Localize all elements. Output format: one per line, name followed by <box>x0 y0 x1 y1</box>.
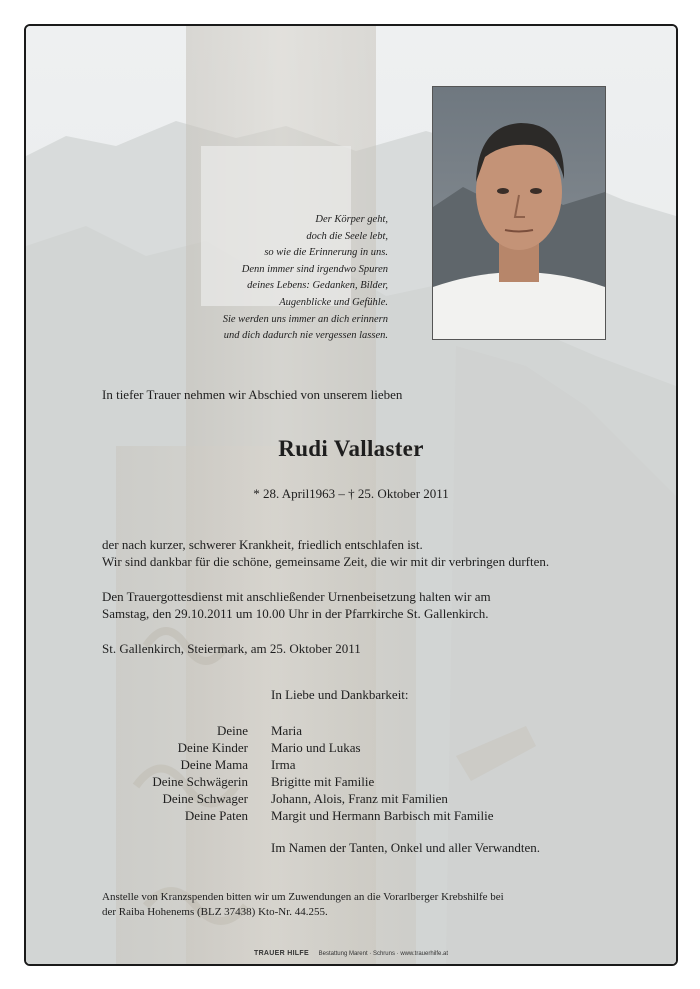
deceased-name: Rudi Vallaster <box>278 436 424 461</box>
paragraph-line: der nach kurzer, schwerer Krankheit, friedlich entschlafen ist. <box>102 537 423 552</box>
relatives-list <box>102 722 494 824</box>
relative-label: Deine Paten <box>184 808 248 823</box>
poem-line: und dich dadurch nie vergessen lassen. <box>223 330 388 342</box>
poem-line: so wie die Erinnerung in uns. <box>264 247 388 259</box>
relative-label: Deine Schwägerin <box>152 774 248 789</box>
service-paragraph <box>102 588 491 622</box>
portrait-image <box>433 87 605 339</box>
paragraph-line: Samstag, den 29.10.2011 um 10.00 Uhr in der Pfarrkirche St. Gallenkirch. <box>102 606 489 621</box>
relative-names: Maria <box>271 723 303 738</box>
poem-line: Augenblicke und Gefühle. <box>279 296 388 308</box>
poem-line: Sie werden uns immer an dich erinnern <box>222 313 388 325</box>
poem-line: Der Körper geht, <box>315 214 388 225</box>
place-date: St. Gallenkirch, Steiermark, am 25. Oktober 2011 <box>102 641 361 656</box>
relative-names: Irma <box>271 757 296 772</box>
intro-text: In tiefer Trauer nehmen wir Abschied von unserem lieben <box>102 387 403 402</box>
relative-label: Deine Schwager <box>162 791 248 806</box>
poem-line: doch die Seele lebt, <box>306 230 388 242</box>
life-dates: * 28. April1963 – † 25. Oktober 2011 <box>253 486 449 501</box>
relative-row <box>102 722 494 739</box>
relative-names: Brigitte mit Familie <box>271 774 375 789</box>
donation-line: der Raiba Hohenems (BLZ 37438) Kto-Nr. 44.255. <box>102 906 328 918</box>
relative-row <box>102 773 494 790</box>
donation-note <box>102 890 504 920</box>
relative-label: Deine <box>216 723 248 738</box>
closing-line: Im Namen der Tanten, Onkel und aller Verwandten. <box>271 840 540 855</box>
relative-row <box>102 756 494 773</box>
relative-label: Deine Mama <box>180 757 248 772</box>
portrait-photo <box>432 86 606 340</box>
relative-row <box>102 790 494 807</box>
poem-line: deines Lebens: Gedanken, Bilder, <box>247 280 388 292</box>
footer-text: Bestattung Marent · Schruns · www.trauerhilfe.at <box>318 951 448 957</box>
donation-line: Anstelle von Kranzspenden bitten wir um Zuwendungen an die Vorarlberger Krebshilfe bei <box>102 891 504 903</box>
relative-row <box>102 739 494 756</box>
relative-names: Mario und Lukas <box>271 740 361 755</box>
footer-brand: TRAUER HILFE <box>254 950 309 957</box>
poem-line: Denn immer sind irgendwo Spuren <box>241 263 388 275</box>
relative-label: Deine Kinder <box>177 740 248 755</box>
relative-names: Johann, Alois, Franz mit Familien <box>271 791 448 806</box>
poem <box>126 212 388 345</box>
paragraph-line: Wir sind dankbar für die schöne, gemeinsame Zeit, die wir mit dir verbringen durften. <box>102 554 550 569</box>
relative-names: Margit und Hermann Barbisch mit Familie <box>271 808 494 823</box>
obituary-card <box>24 24 678 966</box>
farewell-paragraph <box>102 536 549 570</box>
love-line: In Liebe und Dankbarkeit: <box>271 687 409 702</box>
relative-row <box>102 807 494 824</box>
footer <box>26 950 676 957</box>
paragraph-line: Den Trauergottesdienst mit anschließender Urnenbeisetzung halten wir am <box>102 589 491 604</box>
